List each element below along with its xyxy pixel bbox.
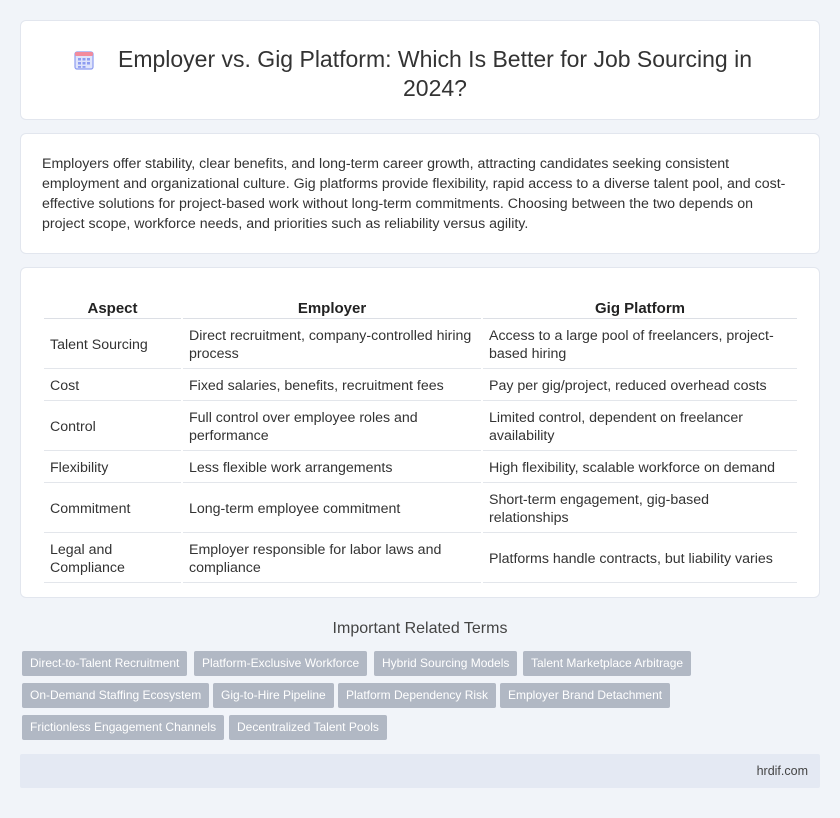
table-row xyxy=(44,453,797,483)
cell-aspect: Cost xyxy=(44,371,181,401)
table-header-row xyxy=(44,298,797,319)
tag-hybrid-sourcing-models[interactable]: Hybrid Sourcing Models xyxy=(374,651,517,676)
tag-gig-to-hire-pipeline[interactable]: Gig-to-Hire Pipeline xyxy=(213,683,334,708)
table-row xyxy=(44,403,797,451)
cell-aspect: Talent Sourcing xyxy=(44,321,181,369)
cell-gig: Platforms handle contracts, but liability varies xyxy=(483,535,797,583)
cell-aspect: Flexibility xyxy=(44,453,181,483)
cell-gig: Pay per gig/project, reduced overhead costs xyxy=(483,371,797,401)
table-row xyxy=(44,321,797,369)
cell-aspect: Control xyxy=(44,403,181,451)
header-gig-platform: Gig Platform xyxy=(483,298,797,319)
cell-gig: Short-term engagement, gig-based relationships xyxy=(483,485,797,533)
cell-employer: Direct recruitment, company-controlled hiring process xyxy=(183,321,481,369)
header-employer: Employer xyxy=(183,298,481,319)
header-aspect: Aspect xyxy=(44,298,181,319)
footer xyxy=(20,754,820,788)
cell-employer: Fixed salaries, benefits, recruitment fees xyxy=(183,371,481,401)
table-row xyxy=(44,485,797,533)
tag-platform-dependency-risk[interactable]: Platform Dependency Risk xyxy=(338,683,496,708)
tag-employer-brand-detachment[interactable]: Employer Brand Detachment xyxy=(500,683,670,708)
cell-employer: Employer responsible for labor laws and compliance xyxy=(183,535,481,583)
cell-gig: Limited control, dependent on freelancer availability xyxy=(483,403,797,451)
related-terms-title: Important Related Terms xyxy=(332,620,508,637)
tag-frictionless-engagement-channels[interactable]: Frictionless Engagement Channels xyxy=(22,715,224,740)
tag-on-demand-staffing-ecosystem[interactable]: On-Demand Staffing Ecosystem xyxy=(22,683,209,708)
tag-decentralized-talent-pools[interactable]: Decentralized Talent Pools xyxy=(229,715,387,740)
table-row xyxy=(44,371,797,401)
footer-site-link[interactable]: hrdif.com xyxy=(756,764,808,778)
comparison-card xyxy=(20,267,820,598)
cell-aspect: Legal and Compliance xyxy=(44,535,181,583)
table-row xyxy=(44,535,797,583)
tag-talent-marketplace-arbitrage[interactable]: Talent Marketplace Arbitrage xyxy=(523,651,691,676)
intro-paragraph: Employers offer stability, clear benefits, and long-term career growth, attracting candidates seeking consistent employment and organizational culture. Gig platforms provide flexibility, rapid access to a diverse talent pool, and cost-effective solutions for project-based work without long-term commitments. Choosing between the two depends on project scope, workforce needs, and priorities such as reliability versus agility. xyxy=(42,156,786,232)
comparison-table xyxy=(42,296,799,585)
cell-employer: Long-term employee commitment xyxy=(183,485,481,533)
header-card xyxy=(20,20,820,120)
cell-employer: Full control over employee roles and performance xyxy=(183,403,481,451)
title-wrap xyxy=(71,45,779,103)
tag-platform-exclusive-workforce[interactable]: Platform-Exclusive Workforce xyxy=(194,651,367,676)
intro-card xyxy=(20,133,820,254)
cell-gig: High flexibility, scalable workforce on demand xyxy=(483,453,797,483)
tag-direct-to-talent-recruitment[interactable]: Direct-to-Talent Recruitment xyxy=(22,651,187,676)
page-title: Employer vs. Gig Platform: Which Is Better for Job Sourcing in 2024? xyxy=(117,46,752,101)
cell-aspect: Commitment xyxy=(44,485,181,533)
cell-gig: Access to a large pool of freelancers, project-based hiring xyxy=(483,321,797,369)
cell-employer: Less flexible work arrangements xyxy=(183,453,481,483)
